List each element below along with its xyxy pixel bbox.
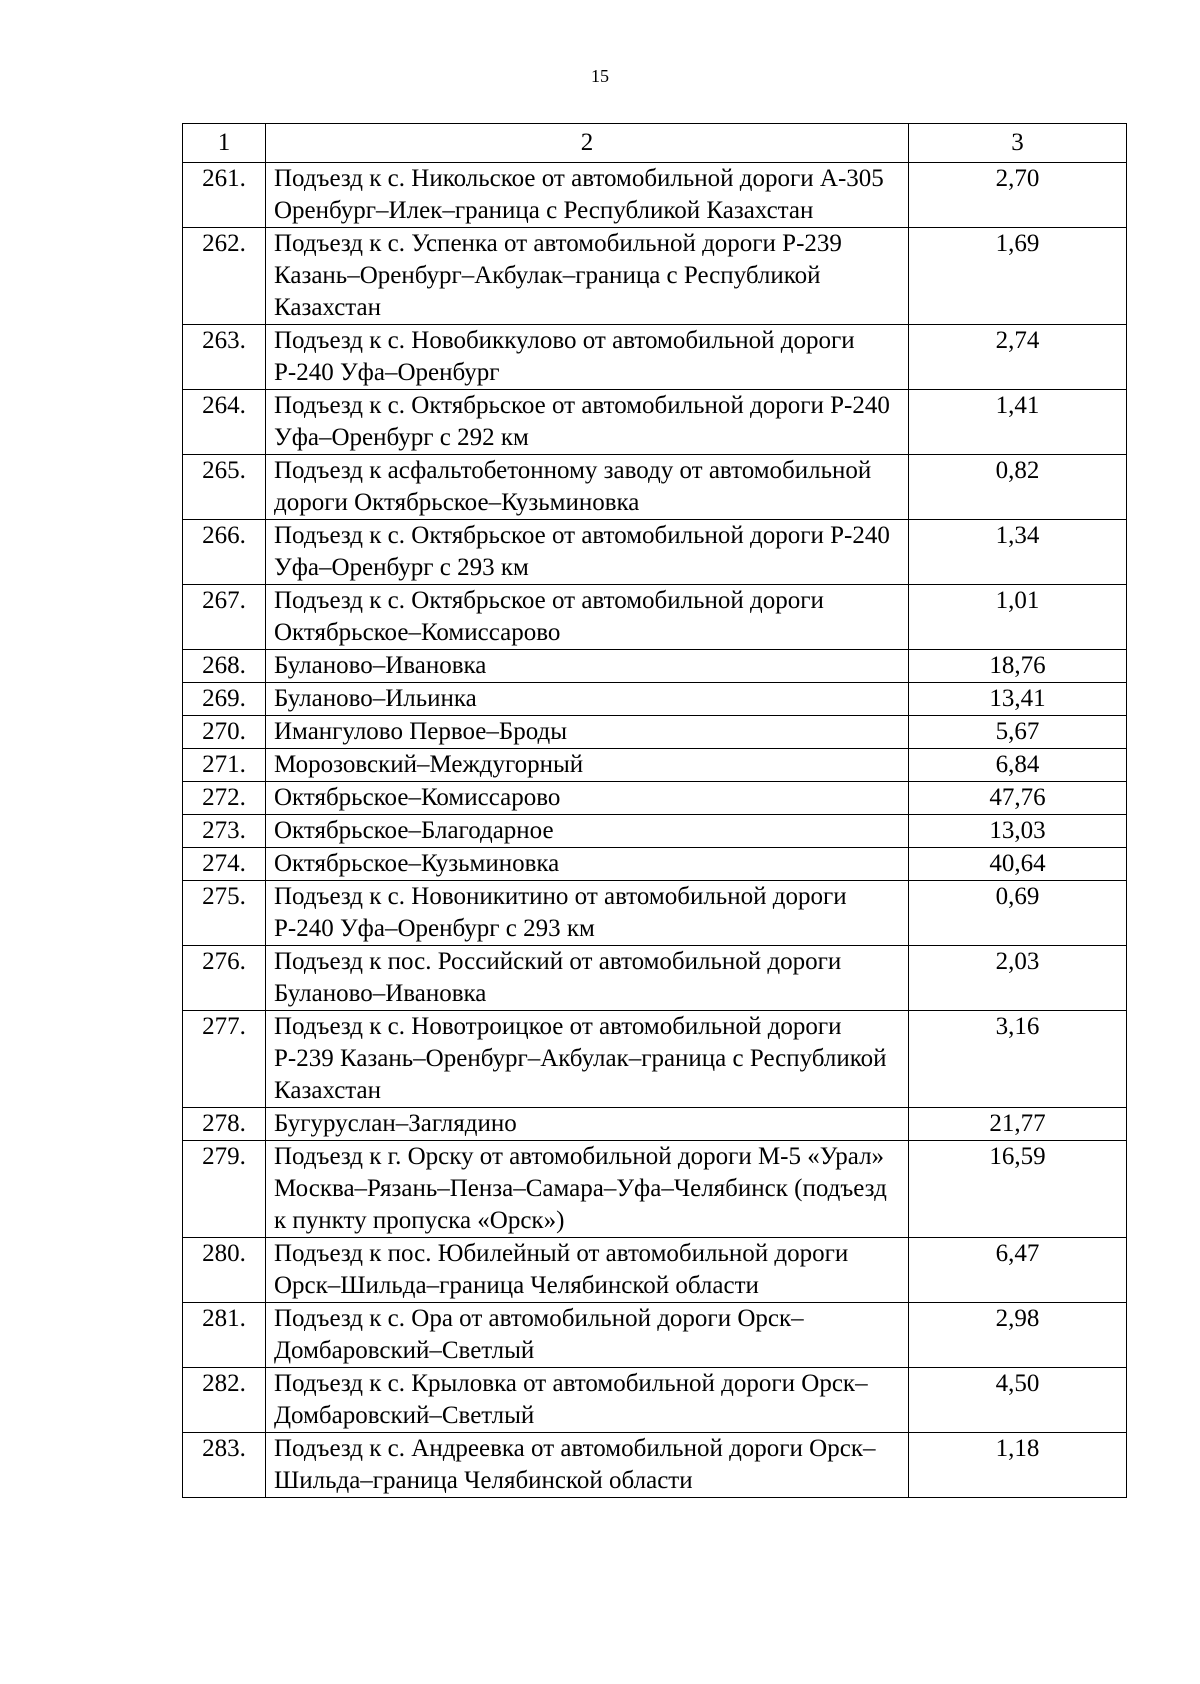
table-row bbox=[183, 390, 1127, 455]
road-length: 3,16 bbox=[909, 1011, 1127, 1108]
table-row bbox=[183, 749, 1127, 782]
road-length: 1,01 bbox=[909, 585, 1127, 650]
table-row bbox=[183, 881, 1127, 946]
row-number: 267. bbox=[183, 585, 266, 650]
road-name: Буланово–Ивановка bbox=[266, 650, 909, 683]
table-row bbox=[183, 1238, 1127, 1303]
road-name: Бугуруслан–Заглядино bbox=[266, 1108, 909, 1141]
table-row bbox=[183, 650, 1127, 683]
road-length: 0,69 bbox=[909, 881, 1127, 946]
row-number: 281. bbox=[183, 1303, 266, 1368]
road-name: Буланово–Ильинка bbox=[266, 683, 909, 716]
road-name: Подъезд к с. Ора от автомобильной дороги Орск–Домбаровский–Светлый bbox=[266, 1303, 909, 1368]
road-name: Подъезд к с. Новобиккулово от автомобильной дороги Р-240 Уфа–Оренбург bbox=[266, 325, 909, 390]
road-length: 16,59 bbox=[909, 1141, 1127, 1238]
road-name: Подъезд к с. Октябрьское от автомобильной дороги Р-240 Уфа–Оренбург с 293 км bbox=[266, 520, 909, 585]
road-length: 1,34 bbox=[909, 520, 1127, 585]
road-length: 1,41 bbox=[909, 390, 1127, 455]
row-number: 278. bbox=[183, 1108, 266, 1141]
row-number: 265. bbox=[183, 455, 266, 520]
road-length: 2,70 bbox=[909, 163, 1127, 228]
road-length: 47,76 bbox=[909, 782, 1127, 815]
row-number: 279. bbox=[183, 1141, 266, 1238]
road-length: 4,50 bbox=[909, 1368, 1127, 1433]
road-length: 2,74 bbox=[909, 325, 1127, 390]
road-length: 0,82 bbox=[909, 455, 1127, 520]
row-number: 262. bbox=[183, 228, 266, 325]
road-name: Подъезд к с. Октябрьское от автомобильной дороги Октябрьское–Комиссарово bbox=[266, 585, 909, 650]
row-number: 282. bbox=[183, 1368, 266, 1433]
table-row bbox=[183, 848, 1127, 881]
table-row bbox=[183, 1303, 1127, 1368]
row-number: 273. bbox=[183, 815, 266, 848]
road-name: Подъезд к с. Новоникитино от автомобильной дороги Р-240 Уфа–Оренбург с 293 км bbox=[266, 881, 909, 946]
road-name: Подъезд к с. Успенка от автомобильной дороги Р-239 Казань–Оренбург–Акбулак–граница с Республикой Казахстан bbox=[266, 228, 909, 325]
table-row bbox=[183, 1011, 1127, 1108]
row-number: 272. bbox=[183, 782, 266, 815]
road-name: Имангулово Первое–Броды bbox=[266, 716, 909, 749]
table-row bbox=[183, 585, 1127, 650]
road-length: 40,64 bbox=[909, 848, 1127, 881]
table-row bbox=[183, 782, 1127, 815]
row-number: 276. bbox=[183, 946, 266, 1011]
road-length: 2,98 bbox=[909, 1303, 1127, 1368]
road-name: Подъезд к пос. Юбилейный от автомобильной дороги Орск–Шильда–граница Челябинской области bbox=[266, 1238, 909, 1303]
row-number: 261. bbox=[183, 163, 266, 228]
road-length: 6,47 bbox=[909, 1238, 1127, 1303]
road-name: Подъезд к с. Октябрьское от автомобильной дороги Р-240 Уфа–Оренбург с 292 км bbox=[266, 390, 909, 455]
road-length: 1,18 bbox=[909, 1433, 1127, 1498]
road-length: 13,41 bbox=[909, 683, 1127, 716]
header-col-3: 3 bbox=[909, 124, 1127, 163]
page-number: 15 bbox=[591, 66, 609, 86]
row-number: 280. bbox=[183, 1238, 266, 1303]
table-row bbox=[183, 716, 1127, 749]
table-row bbox=[183, 520, 1127, 585]
road-name: Подъезд к с. Андреевка от автомобильной дороги Орск–Шильда–граница Челябинской области bbox=[266, 1433, 909, 1498]
table-row bbox=[183, 1368, 1127, 1433]
table-row bbox=[183, 1433, 1127, 1498]
road-length: 18,76 bbox=[909, 650, 1127, 683]
table-row bbox=[183, 815, 1127, 848]
road-name: Подъезд к пос. Российский от автомобильной дороги Буланово–Ивановка bbox=[266, 946, 909, 1011]
row-number: 264. bbox=[183, 390, 266, 455]
row-number: 269. bbox=[183, 683, 266, 716]
row-number: 268. bbox=[183, 650, 266, 683]
header-col-1: 1 bbox=[183, 124, 266, 163]
road-name: Подъезд к с. Новотроицкое от автомобильной дороги Р-239 Казань–Оренбург–Акбулак–граница с Республикой Казахстан bbox=[266, 1011, 909, 1108]
table-row bbox=[183, 325, 1127, 390]
row-number: 277. bbox=[183, 1011, 266, 1108]
road-name: Октябрьское–Комиссарово bbox=[266, 782, 909, 815]
row-number: 266. bbox=[183, 520, 266, 585]
table-row bbox=[183, 455, 1127, 520]
road-length: 1,69 bbox=[909, 228, 1127, 325]
road-name: Октябрьское–Кузьминовка bbox=[266, 848, 909, 881]
row-number: 271. bbox=[183, 749, 266, 782]
row-number: 275. bbox=[183, 881, 266, 946]
road-name: Подъезд к с. Крыловка от автомобильной дороги Орск–Домбаровский–Светлый bbox=[266, 1368, 909, 1433]
header-col-2: 2 bbox=[266, 124, 909, 163]
road-length: 5,67 bbox=[909, 716, 1127, 749]
row-number: 270. bbox=[183, 716, 266, 749]
table-row bbox=[183, 683, 1127, 716]
table-row bbox=[183, 946, 1127, 1011]
table-row bbox=[183, 228, 1127, 325]
road-length: 2,03 bbox=[909, 946, 1127, 1011]
row-number: 263. bbox=[183, 325, 266, 390]
row-number: 283. bbox=[183, 1433, 266, 1498]
table-row bbox=[183, 1108, 1127, 1141]
table-row bbox=[183, 163, 1127, 228]
road-name: Подъезд к г. Орску от автомобильной дороги М-5 «Урал» Москва–Рязань–Пенза–Самара–Уфа–Челябинск (подъезд к пункту пропуска «Орск») bbox=[266, 1141, 909, 1238]
table-header-row bbox=[183, 124, 1127, 163]
road-name: Морозовский–Междугорный bbox=[266, 749, 909, 782]
road-name: Октябрьское–Благодарное bbox=[266, 815, 909, 848]
road-name: Подъезд к с. Никольское от автомобильной дороги А-305 Оренбург–Илек–граница с Республикой Казахстан bbox=[266, 163, 909, 228]
road-length: 13,03 bbox=[909, 815, 1127, 848]
road-length: 21,77 bbox=[909, 1108, 1127, 1141]
table-row bbox=[183, 1141, 1127, 1238]
row-number: 274. bbox=[183, 848, 266, 881]
roads-table bbox=[182, 123, 1127, 1498]
road-length: 6,84 bbox=[909, 749, 1127, 782]
road-name: Подъезд к асфальтобетонному заводу от автомобильной дороги Октябрьское–Кузьминовка bbox=[266, 455, 909, 520]
